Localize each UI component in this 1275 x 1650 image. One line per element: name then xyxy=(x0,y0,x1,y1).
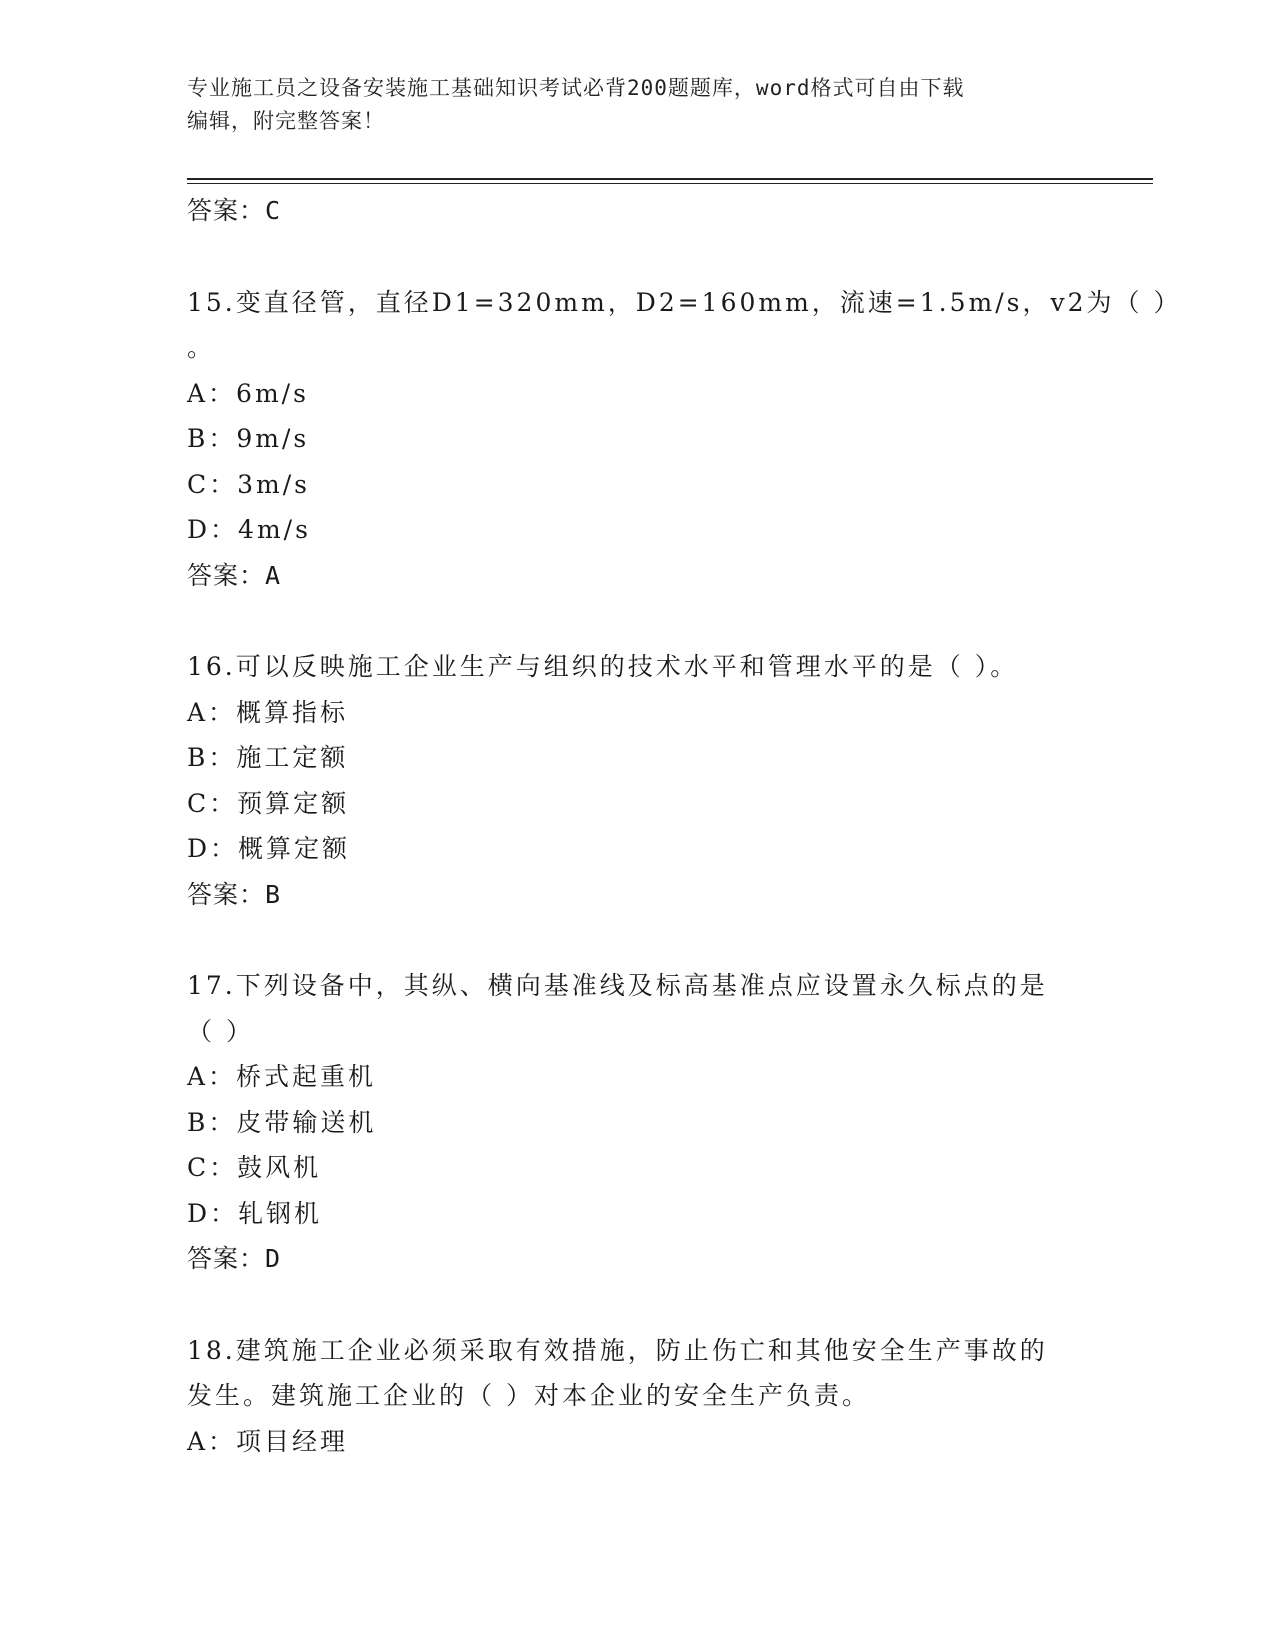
question-18-stem-line-2: 发生。建筑施工企业的（ ）对本企业的安全生产负责。 xyxy=(187,1381,870,1410)
question-15-answer: 答案：A xyxy=(187,560,282,590)
question-17-option-b: B：皮带输送机 xyxy=(187,1107,377,1137)
question-16 xyxy=(187,644,1087,917)
question-16-option-b: B：施工定额 xyxy=(187,743,349,772)
question-17-stem-line-2: （ ） xyxy=(187,1016,254,1046)
question-15-option-b: B：9m/s xyxy=(187,424,310,453)
question-16-answer: 答案：B xyxy=(187,879,282,909)
document-header xyxy=(187,72,1067,138)
header-divider-thin xyxy=(187,183,1153,184)
question-16-option-a: A：概算指标 xyxy=(187,697,349,727)
question-15-option-c: C：3m/s xyxy=(187,469,310,499)
question-17-answer: 答案：D xyxy=(187,1244,282,1273)
question-15-option-a: A：6m/s xyxy=(187,378,309,408)
question-18 xyxy=(187,1328,1087,1465)
question-17-stem-line-1: 17.下列设备中，其纵、横向基准线及标高基准点应设置永久标点的是 xyxy=(187,971,1048,1000)
question-17-option-d: D：轧钢机 xyxy=(187,1198,323,1228)
question-16-stem-line-1: 16.可以反映施工企业生产与组织的技术水平和管理水平的是（ ）。 xyxy=(187,652,1019,681)
question-17-option-a: A：桥式起重机 xyxy=(187,1062,377,1091)
question-18-option-a: A：项目经理 xyxy=(187,1426,349,1456)
header-divider-thick xyxy=(187,178,1153,180)
question-15-option-d: D：4m/s xyxy=(187,515,311,544)
header-line-2: 编辑，附完整答案！ xyxy=(187,109,385,133)
question-15-stem-line-1: 15.变直径管，直径D1=320mm，D2=160mm，流速=1.5m/s，v2为（ ） xyxy=(187,287,1182,317)
question-17-option-c: C：鼓风机 xyxy=(187,1153,322,1182)
answer-previous: 答案：C xyxy=(187,196,282,225)
question-15-stem-line-2: 。 xyxy=(187,333,216,362)
question-16-option-c: C：预算定额 xyxy=(187,788,350,818)
question-17 xyxy=(187,963,1087,1282)
question-16-option-d: D：概算定额 xyxy=(187,834,351,863)
document-body xyxy=(187,188,1182,1464)
question-18-stem-line-1: 18.建筑施工企业必须采取有效措施，防止伤亡和其他安全生产事故的 xyxy=(187,1335,1048,1365)
header-line-1: 专业施工员之设备安装施工基础知识考试必背200题题库，word格式可自由下载 xyxy=(187,76,965,100)
question-15 xyxy=(187,280,1182,599)
